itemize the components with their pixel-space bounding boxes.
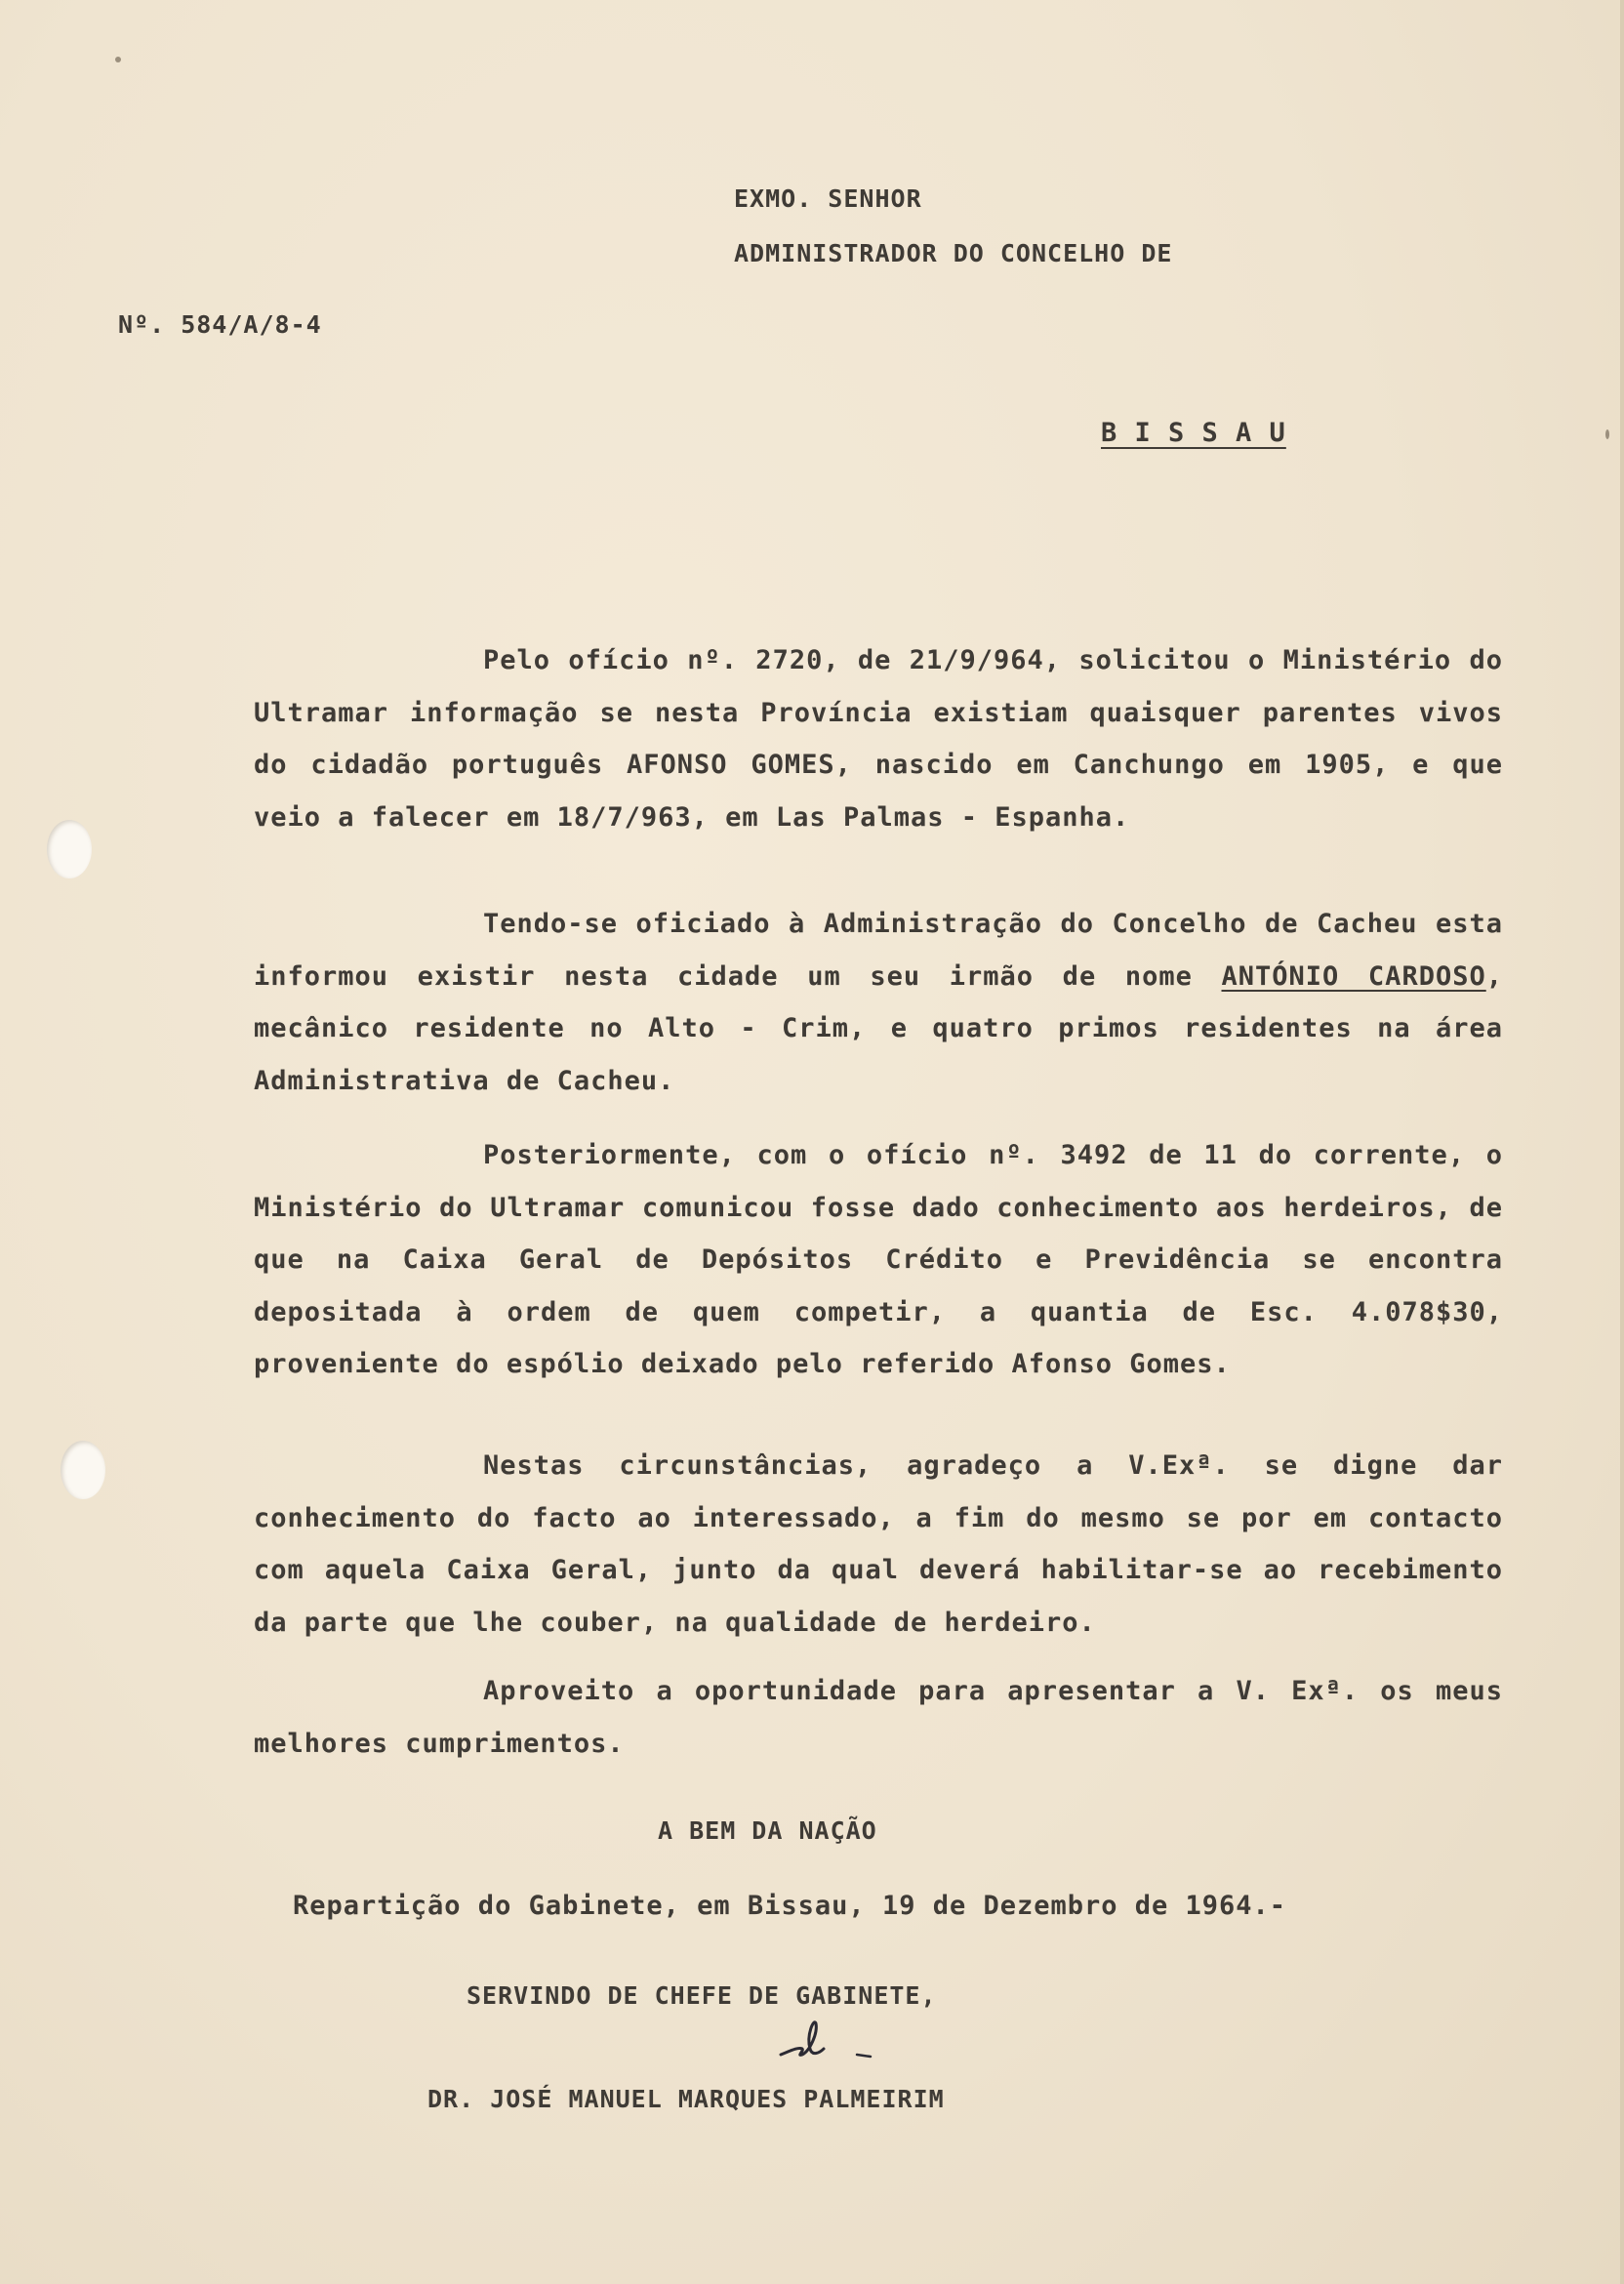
signer-title: SERVINDO DE CHEFE DE GABINETE, <box>467 1981 937 2010</box>
addressee-line-1: EXMO. SENHOR <box>734 184 922 213</box>
addressee-line-2: ADMINISTRADOR DO CONCELHO DE <box>734 239 1173 267</box>
letter-paragraph-3 <box>254 1129 1503 1391</box>
paragraph-2-text <box>254 898 1503 1107</box>
destination-city: B I S S A U <box>1101 418 1286 448</box>
paper-mark <box>1605 429 1609 439</box>
reference-number: Nº. 584/A/8-4 <box>118 310 322 339</box>
closing-motto: A BEM DA NAÇÃO <box>658 1816 877 1845</box>
paper-speck <box>115 57 121 62</box>
paragraph-4-text: Nestas circunstâncias, agradeço a V.Exª. se digne dar conhecimento do facto ao interessado, a fim do mesmo se por em contacto com aquela Caixa Geral, junto da qual deverá habilitar-se ao recebimento da parte que lhe couber, na qualidade de herdeiro. <box>254 1450 1503 1638</box>
paragraph-5-text: Aproveito a oportunidade para apresentar a V. Exª. os meus melhores cumprimentos. <box>254 1676 1503 1759</box>
paragraph-3-text: Posteriormente, com o ofício nº. 3492 de 11 do corrente, o Ministério do Ultramar comunicou fosse dado conhecimento aos herdeiros, de que na Caixa Geral de Depósitos Crédito e Previdência se encontra depositada à ordem de quem competir, a quantia de Esc. 4.078$30, proveniente do espólio deixado pelo referido Afonso Gomes. <box>254 1140 1503 1379</box>
brother-name-underlined: ANTÓNIO CARDOSO <box>1221 960 1486 992</box>
handwritten-signature <box>777 2014 894 2072</box>
dateline: Repartição do Gabinete, em Bissau, 19 de Dezembro de 1964.- <box>293 1891 1287 1921</box>
signer-name: DR. JOSÉ MANUEL MARQUES PALMEIRIM <box>427 2085 945 2113</box>
letter-paragraph-4 <box>254 1440 1503 1649</box>
letter-paragraph-2 <box>254 898 1503 1107</box>
paragraph-2-start: Tendo-se oficiado à Administração do Concelho de Cacheu esta informou existir nesta cidade um seu irmão de nome <box>254 909 1503 992</box>
paragraph-1-text: Pelo ofício nº. 2720, de 21/9/964, solicitou o Ministério do Ultramar informação se nesta Província existiam quaisquer parentes vivos do cidadão português AFONSO GOMES, nascido em Canchungo em 1905, e que veio a falecer em 18/7/963, em Las Palmas - Espanha. <box>254 645 1503 833</box>
paragraph-2-end: , mecânico residente no Alto - Crim, e quatro primos residentes na área Administrativa de Cacheu. <box>254 960 1503 1096</box>
punch-hole-bottom <box>61 1441 105 1499</box>
letter-paragraph-5 <box>254 1665 1503 1770</box>
punch-hole-top <box>47 820 92 878</box>
letter-paragraph-1 <box>254 634 1503 843</box>
addressee-block <box>734 172 1172 281</box>
